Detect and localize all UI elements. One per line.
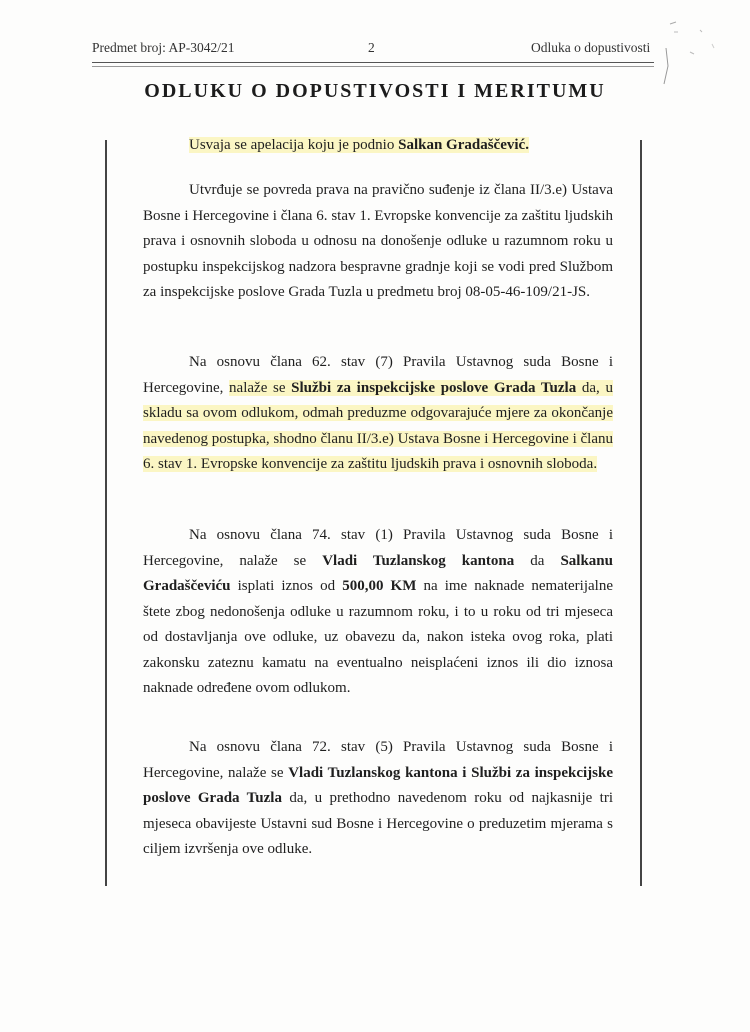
decision-paragraph-1 [143, 133, 613, 159]
paragraph-5-body: da, u prethodno navedenom roku od najkasnije tri mjeseca obavijeste Ustavni sud Bosne i Hercegovine o preduzetim mjerama s ciljem izvršenja ove odluke. [143, 790, 613, 857]
applicant-name: Salkan Gradaščević. [398, 137, 529, 153]
applicant-name-dative: Salkanu Gradaščeviću [143, 552, 613, 594]
running-title: Odluka o dopustivosti [531, 40, 651, 55]
paragraph-3-body: da, u skladu sa ovom odlukom, odmah preduzme odgovarajuće mjere za okončanje navedenog postupka, shodno članu II/3.e) Ustava Bosne i Hercegovine i članu 6. stav 1. Evropske konvencije za zaštitu ljudskih prava i osnovnih sloboda. [143, 379, 613, 472]
document-title: ODLUKU O DOPUSTIVOSTI I MERITUMU [144, 80, 606, 102]
header-rule [92, 62, 654, 63]
decision-paragraph-3 [143, 350, 613, 478]
page-number: 2 [368, 40, 375, 55]
left-margin-bar [105, 140, 107, 886]
paragraph-1-text: Usvaja se apelacija koju je podnio [189, 137, 399, 153]
right-margin-bar [640, 140, 642, 886]
decision-paragraph-2 [143, 178, 613, 306]
canton-government: Vladi Tuzlanskog kantona [322, 552, 515, 569]
paragraph-3-order: nalaže se [229, 379, 292, 396]
decision-paragraph-5 [143, 735, 613, 863]
case-number: Predmet broj: AP-3042/21 [92, 40, 235, 55]
inspection-service-name: Službi za inspekcijske poslove Grada Tuzla [291, 379, 577, 396]
compensation-amount: 500,00 KM [342, 578, 417, 594]
paragraph-3-intro: Na osnovu člana 62. stav (7) Pravila Ustavnog suda Bosne i Hercegovine, [143, 354, 613, 396]
paragraph-4-connector: da [514, 552, 561, 569]
paragraph-2-text: Utvrđuje se povreda prava na pravično suđenje iz člana II/3.e) Ustava Bosne i Hercegovine i člana 6. stav 1. Evropske konvencije za zaštitu ljudskih prava i osnovnih sloboda u odnosu na donošenje odluke u razumnom roku u postupku inspekcijskog nadzora bespravne gradnje koji se vodi pred Službom za inspekcijske poslove Grada Tuzla u predmetu broj 08-05-46-109/21-JS. [143, 182, 613, 300]
responsible-authorities: Vladi Tuzlanskog kantona i Službi za inspekcijske poslove Grada Tuzla [143, 764, 613, 806]
paragraph-5-intro: Na osnovu člana 72. stav (5) Pravila Ustavnog suda Bosne i Hercegovine, nalaže se [143, 739, 613, 781]
paragraph-4-body: na ime naknade nematerijalne štete zbog nedonošenja odluke u razumnom roku, i to u roku od tri mjeseca od dostavljanja ove odluke, uz obavezu da, nakon isteka ovog roka, plati zakonsku zateznu kamatu na eventualno neisplaćeni iznos ili dio iznosa naknade određene ovom odlukom. [143, 578, 613, 696]
paragraph-4-amount-intro: isplati iznos od [230, 578, 343, 594]
decision-paragraph-4 [143, 523, 613, 702]
header-rule-secondary [92, 66, 654, 67]
paragraph-4-intro: Na osnovu člana 74. stav (1) Pravila Ustavnog suda Bosne i Hercegovine, nalaže se [143, 527, 613, 569]
